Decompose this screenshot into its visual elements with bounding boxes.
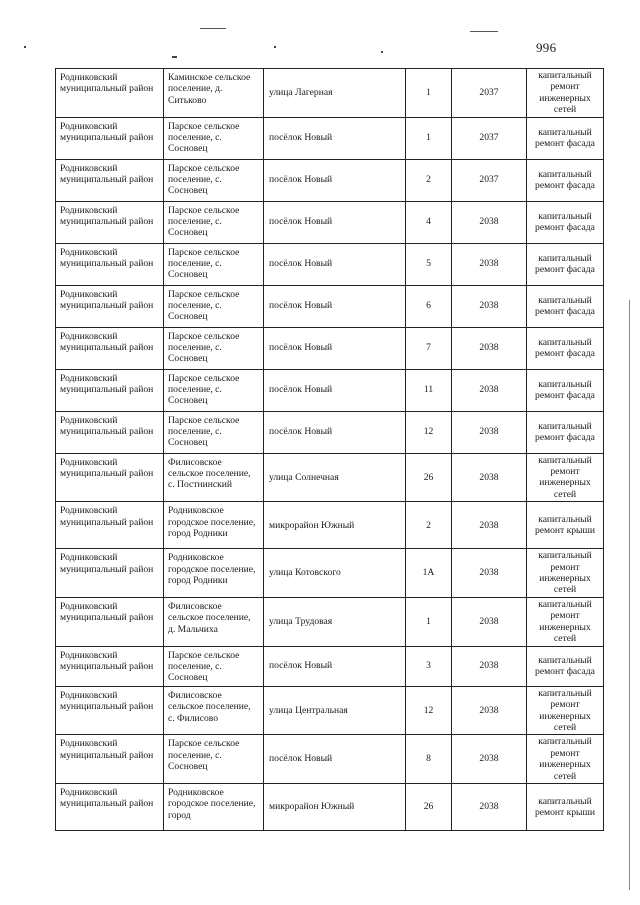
work-type-cell: капитальный ремонт инженерных сетей	[527, 549, 604, 598]
district-cell: Родниковский муниципальный район	[56, 285, 164, 327]
street-cell: посёлок Новый	[264, 159, 406, 201]
district-cell: Родниковский муниципальный район	[56, 201, 164, 243]
house-number-cell: 3	[406, 646, 452, 686]
settlement-cell: Парское сельское поселение, с. Сосновец	[164, 735, 264, 784]
settlement-cell: Парское сельское поселение, с. Сосновец	[164, 411, 264, 453]
district-cell: Родниковский муниципальный район	[56, 411, 164, 453]
settlement-cell: Филисовское сельское поселение, д. Мальчиха	[164, 597, 264, 646]
street-cell: посёлок Новый	[264, 327, 406, 369]
house-number-cell: 1	[406, 69, 452, 118]
settlement-cell: Парское сельское поселение, с. Сосновец	[164, 201, 264, 243]
table-row	[56, 285, 604, 327]
table-row	[56, 243, 604, 285]
scan-speck	[24, 46, 26, 48]
table-row	[56, 597, 604, 646]
page-number: 996	[536, 40, 557, 55]
scan-mark-top	[200, 28, 226, 29]
table-row	[56, 369, 604, 411]
table-row	[56, 783, 604, 830]
street-cell: посёлок Новый	[264, 369, 406, 411]
table-row	[56, 201, 604, 243]
street-cell: улица Котовского	[264, 549, 406, 598]
house-number-cell: 2	[406, 159, 452, 201]
district-cell: Родниковский муниципальный район	[56, 597, 164, 646]
settlement-cell: Парское сельское поселение, с. Сосновец	[164, 369, 264, 411]
district-cell: Родниковский муниципальный район	[56, 117, 164, 159]
table-row	[56, 646, 604, 686]
street-cell: посёлок Новый	[264, 201, 406, 243]
settlement-cell: Парское сельское поселение, с. Сосновец	[164, 646, 264, 686]
year-cell: 2038	[452, 411, 527, 453]
house-number-cell: 1	[406, 597, 452, 646]
house-number-cell: 1А	[406, 549, 452, 598]
year-cell: 2038	[452, 502, 527, 549]
work-type-cell: капитальный ремонт фасада	[527, 369, 604, 411]
work-type-cell: капитальный ремонт фасада	[527, 117, 604, 159]
work-type-cell: капитальный ремонт фасада	[527, 243, 604, 285]
year-cell: 2037	[452, 159, 527, 201]
table-row	[56, 686, 604, 735]
work-type-cell: капитальный ремонт фасада	[527, 159, 604, 201]
district-cell: Родниковский муниципальный район	[56, 159, 164, 201]
table-row	[56, 69, 604, 118]
house-number-cell: 2	[406, 502, 452, 549]
street-cell: улица Трудовая	[264, 597, 406, 646]
house-number-cell: 26	[406, 453, 452, 502]
work-type-cell: капитальный ремонт инженерных сетей	[527, 453, 604, 502]
year-cell: 2038	[452, 327, 527, 369]
house-number-cell: 5	[406, 243, 452, 285]
house-number-cell: 12	[406, 686, 452, 735]
table-row	[56, 411, 604, 453]
work-type-cell: капитальный ремонт фасада	[527, 327, 604, 369]
district-cell: Родниковский муниципальный район	[56, 549, 164, 598]
street-cell: посёлок Новый	[264, 411, 406, 453]
table-row	[56, 735, 604, 784]
year-cell: 2038	[452, 735, 527, 784]
settlement-cell: Парское сельское поселение, с. Сосновец	[164, 327, 264, 369]
settlement-cell: Филисовское сельское поселение, с. Постнинский	[164, 453, 264, 502]
year-cell: 2037	[452, 69, 527, 118]
year-cell: 2038	[452, 201, 527, 243]
house-number-cell: 4	[406, 201, 452, 243]
settlement-cell: Родниковское городское поселение, город	[164, 783, 264, 830]
year-cell: 2038	[452, 686, 527, 735]
house-number-cell: 8	[406, 735, 452, 784]
table-row	[56, 159, 604, 201]
district-cell: Родниковский муниципальный район	[56, 453, 164, 502]
street-cell: улица Центральная	[264, 686, 406, 735]
street-cell: посёлок Новый	[264, 646, 406, 686]
repair-schedule-table	[55, 68, 604, 831]
year-cell: 2038	[452, 549, 527, 598]
year-cell: 2038	[452, 646, 527, 686]
house-number-cell: 6	[406, 285, 452, 327]
work-type-cell: капитальный ремонт крыши	[527, 502, 604, 549]
scan-speck	[172, 56, 177, 58]
settlement-cell: Родниковское городское поселение, город Родники	[164, 549, 264, 598]
street-cell: посёлок Новый	[264, 243, 406, 285]
district-cell: Родниковский муниципальный район	[56, 69, 164, 118]
work-type-cell: капитальный ремонт фасада	[527, 646, 604, 686]
scan-speck	[274, 46, 276, 48]
year-cell: 2038	[452, 453, 527, 502]
street-cell: улица Лагерная	[264, 69, 406, 118]
house-number-cell: 1	[406, 117, 452, 159]
district-cell: Родниковский муниципальный район	[56, 686, 164, 735]
work-type-cell: капитальный ремонт крыши	[527, 783, 604, 830]
district-cell: Родниковский муниципальный район	[56, 783, 164, 830]
house-number-cell: 26	[406, 783, 452, 830]
settlement-cell: Парское сельское поселение, с. Сосновец	[164, 117, 264, 159]
settlement-cell: Родниковское городское поселение, город Родники	[164, 502, 264, 549]
scan-mark-top-right	[470, 31, 498, 32]
house-number-cell: 12	[406, 411, 452, 453]
year-cell: 2038	[452, 369, 527, 411]
house-number-cell: 11	[406, 369, 452, 411]
district-cell: Родниковский муниципальный район	[56, 646, 164, 686]
street-cell: посёлок Новый	[264, 285, 406, 327]
scan-speck	[381, 51, 383, 53]
table-row	[56, 549, 604, 598]
work-type-cell: капитальный ремонт инженерных сетей	[527, 69, 604, 118]
year-cell: 2038	[452, 783, 527, 830]
work-type-cell: капитальный ремонт инженерных сетей	[527, 735, 604, 784]
work-type-cell: капитальный ремонт инженерных сетей	[527, 597, 604, 646]
settlement-cell: Парское сельское поселение, с. Сосновец	[164, 159, 264, 201]
district-cell: Родниковский муниципальный район	[56, 502, 164, 549]
work-type-cell: капитальный ремонт инженерных сетей	[527, 686, 604, 735]
table-row	[56, 453, 604, 502]
street-cell: посёлок Новый	[264, 735, 406, 784]
year-cell: 2038	[452, 285, 527, 327]
settlement-cell: Филисовское сельское поселение, с. Филисово	[164, 686, 264, 735]
settlement-cell: Парское сельское поселение, с. Сосновец	[164, 285, 264, 327]
street-cell: посёлок Новый	[264, 117, 406, 159]
year-cell: 2038	[452, 597, 527, 646]
table-row	[56, 117, 604, 159]
year-cell: 2038	[452, 243, 527, 285]
district-cell: Родниковский муниципальный район	[56, 369, 164, 411]
work-type-cell: капитальный ремонт фасада	[527, 201, 604, 243]
district-cell: Родниковский муниципальный район	[56, 327, 164, 369]
district-cell: Родниковский муниципальный район	[56, 735, 164, 784]
house-number-cell: 7	[406, 327, 452, 369]
year-cell: 2037	[452, 117, 527, 159]
street-cell: улица Солнечная	[264, 453, 406, 502]
table-row	[56, 327, 604, 369]
settlement-cell: Парское сельское поселение, с. Сосновец	[164, 243, 264, 285]
table-row	[56, 502, 604, 549]
settlement-cell: Каминское сельское поселение, д. Ситьково	[164, 69, 264, 118]
work-type-cell: капитальный ремонт фасада	[527, 411, 604, 453]
scan-edge-right	[629, 300, 630, 890]
work-type-cell: капитальный ремонт фасада	[527, 285, 604, 327]
district-cell: Родниковский муниципальный район	[56, 243, 164, 285]
street-cell: микрорайон Южный	[264, 783, 406, 830]
street-cell: микрорайон Южный	[264, 502, 406, 549]
